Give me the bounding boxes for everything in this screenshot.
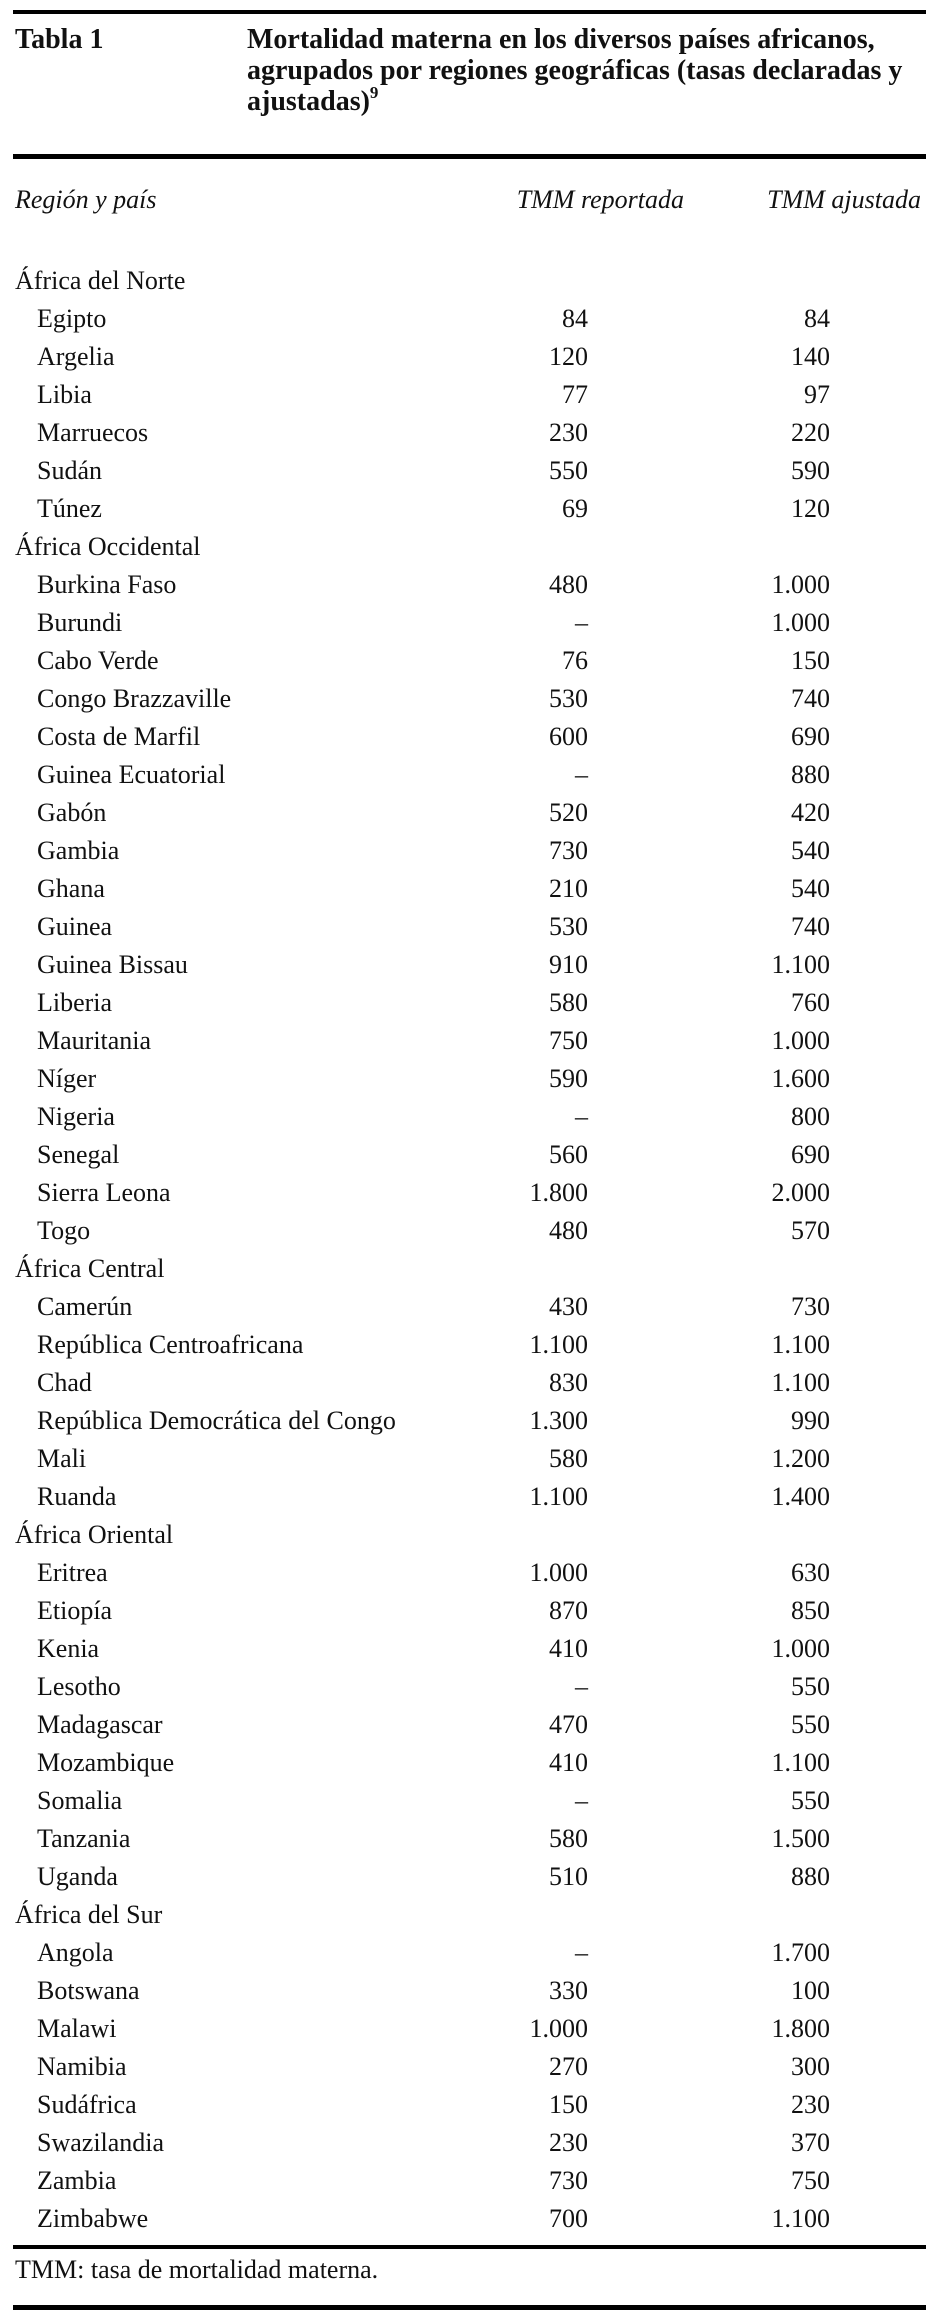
reported-value: 230 <box>549 2128 588 2157</box>
reported-value: 600 <box>549 722 588 751</box>
country-name: Chad <box>37 1368 92 1397</box>
country-row <box>0 1744 938 1782</box>
reported-value: – <box>575 608 588 637</box>
adjusted-value: 690 <box>791 1140 830 1169</box>
country-name: Nigeria <box>37 1102 115 1131</box>
country-name: Namibia <box>37 2052 127 2081</box>
adjusted-value: 1.400 <box>771 1482 830 1511</box>
adjusted-value: 750 <box>791 2166 830 2195</box>
country-name: Tanzania <box>37 1824 131 1853</box>
country-row <box>0 338 938 376</box>
column-header-reported: TMM reportada <box>516 185 684 214</box>
reported-value: – <box>575 1786 588 1815</box>
footnote: TMM: tasa de mortalidad materna. <box>15 2255 379 2284</box>
country-row <box>0 946 938 984</box>
adjusted-value: 880 <box>791 1862 830 1891</box>
country-row <box>0 1592 938 1630</box>
country-row <box>0 2200 938 2238</box>
country-name: Marruecos <box>37 418 149 447</box>
reported-value: 590 <box>549 1064 588 1093</box>
country-row <box>0 680 938 718</box>
country-name: Ghana <box>37 874 105 903</box>
country-row <box>0 1136 938 1174</box>
reported-value: 120 <box>549 342 588 371</box>
country-name: Sudán <box>37 456 102 485</box>
country-row <box>0 2048 938 2086</box>
reported-value: 1.800 <box>529 1178 588 1207</box>
reported-value: 230 <box>549 418 588 447</box>
country-row <box>0 1326 938 1364</box>
region-row <box>0 1250 938 1288</box>
adjusted-value: 230 <box>791 2090 830 2119</box>
reported-value: 1.300 <box>529 1406 588 1435</box>
country-name: Togo <box>37 1216 91 1245</box>
adjusted-value: 150 <box>791 646 830 675</box>
country-row <box>0 1630 938 1668</box>
adjusted-value: 990 <box>791 1406 830 1435</box>
country-name: Guinea Bissau <box>37 950 188 979</box>
reported-value: 480 <box>549 1216 588 1245</box>
country-row <box>0 2162 938 2200</box>
country-name: Malawi <box>37 2014 117 2043</box>
country-name: Mauritania <box>37 1026 152 1055</box>
region-row <box>0 528 938 566</box>
reported-value: 1.100 <box>529 1482 588 1511</box>
adjusted-value: 140 <box>791 342 830 371</box>
adjusted-value: 590 <box>791 456 830 485</box>
country-row <box>0 984 938 1022</box>
country-name: Argelia <box>37 342 115 371</box>
reported-value: 580 <box>549 1824 588 1853</box>
adjusted-value: 730 <box>791 1292 830 1321</box>
adjusted-value: 300 <box>791 2052 830 2081</box>
country-row <box>0 300 938 338</box>
country-name: Egipto <box>37 304 107 333</box>
adjusted-value: 1.000 <box>771 1026 830 1055</box>
country-row <box>0 1554 938 1592</box>
country-row <box>0 1858 938 1896</box>
header-rule <box>13 154 926 159</box>
country-name: Swazilandia <box>37 2128 165 2157</box>
country-row <box>0 1478 938 1516</box>
table-label: Tabla 1 <box>15 24 104 55</box>
country-name: Eritrea <box>37 1558 108 1587</box>
country-row <box>0 1934 938 1972</box>
country-row <box>0 2086 938 2124</box>
reported-value: 530 <box>549 684 588 713</box>
country-name: Madagascar <box>37 1710 163 1739</box>
country-row <box>0 2010 938 2048</box>
country-row <box>0 1402 938 1440</box>
adjusted-value: 880 <box>791 760 830 789</box>
country-name: Etiopía <box>37 1596 113 1625</box>
column-header-region: Región y país <box>15 185 157 214</box>
reported-value: 870 <box>549 1596 588 1625</box>
country-row <box>0 794 938 832</box>
adjusted-value: 97 <box>804 380 830 409</box>
country-row <box>0 414 938 452</box>
adjusted-value: 1.800 <box>771 2014 830 2043</box>
country-name: Burkina Faso <box>37 570 177 599</box>
reported-value: 750 <box>549 1026 588 1055</box>
adjusted-value: 550 <box>791 1710 830 1739</box>
country-name: Ruanda <box>37 1482 117 1511</box>
adjusted-value: 370 <box>791 2128 830 2157</box>
country-name: Sierra Leona <box>37 1178 171 1207</box>
region-name: África del Norte <box>15 266 186 295</box>
country-name: Congo Brazzaville <box>37 684 232 713</box>
reported-value: 530 <box>549 912 588 941</box>
country-name: Guinea Ecuatorial <box>37 760 226 789</box>
country-row <box>0 908 938 946</box>
reported-value: 150 <box>549 2090 588 2119</box>
country-name: Níger <box>37 1064 97 1093</box>
reported-value: – <box>575 760 588 789</box>
reported-value: 560 <box>549 1140 588 1169</box>
reported-value: 910 <box>549 950 588 979</box>
country-name: Cabo Verde <box>37 646 159 675</box>
reported-value: 270 <box>549 2052 588 2081</box>
reported-value: 470 <box>549 1710 588 1739</box>
country-row <box>0 870 938 908</box>
footer-rule <box>13 2245 926 2249</box>
country-name: Mali <box>37 1444 87 1473</box>
region-name: África del Sur <box>15 1900 163 1929</box>
reported-value: 77 <box>562 380 588 409</box>
country-name: Costa de Marfil <box>37 722 201 751</box>
adjusted-value: 1.500 <box>771 1824 830 1853</box>
country-name: Senegal <box>37 1140 120 1169</box>
adjusted-value: 1.100 <box>771 1368 830 1397</box>
reported-value: 730 <box>549 2166 588 2195</box>
country-name: Camerún <box>37 1292 133 1321</box>
country-row <box>0 832 938 870</box>
reported-value: 410 <box>549 1634 588 1663</box>
country-name: Somalia <box>37 1786 123 1815</box>
country-name: Botswana <box>37 1976 140 2005</box>
adjusted-value: 1.100 <box>771 1748 830 1777</box>
country-name: Angola <box>37 1938 114 1967</box>
region-name: África Oriental <box>15 1520 174 1549</box>
country-row <box>0 1212 938 1250</box>
reference-superscript: 9 <box>369 83 379 102</box>
country-row <box>0 1820 938 1858</box>
adjusted-value: 2.000 <box>771 1178 830 1207</box>
adjusted-value: 630 <box>791 1558 830 1587</box>
country-row <box>0 1706 938 1744</box>
country-row <box>0 1782 938 1820</box>
country-name: Mozambique <box>37 1748 175 1777</box>
reported-value: 210 <box>549 874 588 903</box>
country-name: Burundi <box>37 608 123 637</box>
reported-value: 580 <box>549 1444 588 1473</box>
country-row <box>0 604 938 642</box>
table-title <box>247 24 927 117</box>
country-row <box>0 1440 938 1478</box>
adjusted-value: 1.000 <box>771 570 830 599</box>
country-name: Zimbabwe <box>37 2204 149 2233</box>
adjusted-value: 540 <box>791 874 830 903</box>
reported-value: 580 <box>549 988 588 1017</box>
country-name: Uganda <box>37 1862 118 1891</box>
reported-value: 830 <box>549 1368 588 1397</box>
region-row <box>0 1516 938 1554</box>
reported-value: – <box>575 1938 588 1967</box>
reported-value: 1.000 <box>529 2014 588 2043</box>
country-name: Sudáfrica <box>37 2090 137 2119</box>
adjusted-value: 100 <box>791 1976 830 2005</box>
table-body <box>0 262 938 2238</box>
reported-value: 76 <box>562 646 588 675</box>
country-name: Kenia <box>37 1634 100 1663</box>
country-row <box>0 566 938 604</box>
adjusted-value: 1.000 <box>771 608 830 637</box>
adjusted-value: 220 <box>791 418 830 447</box>
country-row <box>0 756 938 794</box>
reported-value: 730 <box>549 836 588 865</box>
adjusted-value: 1.200 <box>771 1444 830 1473</box>
country-name: Liberia <box>37 988 113 1017</box>
adjusted-value: 420 <box>791 798 830 827</box>
country-row <box>0 1098 938 1136</box>
reported-value: – <box>575 1102 588 1131</box>
reported-value: – <box>575 1672 588 1701</box>
adjusted-value: 1.600 <box>771 1064 830 1093</box>
reported-value: 69 <box>562 494 588 523</box>
adjusted-value: 850 <box>791 1596 830 1625</box>
adjusted-value: 740 <box>791 912 830 941</box>
country-row <box>0 1668 938 1706</box>
region-name: África Occidental <box>15 532 201 561</box>
country-row <box>0 1972 938 2010</box>
top-rule <box>13 10 926 14</box>
country-row <box>0 1022 938 1060</box>
country-row <box>0 2124 938 2162</box>
country-row <box>0 1060 938 1098</box>
reported-value: 550 <box>549 456 588 485</box>
reported-value: 1.100 <box>529 1330 588 1359</box>
reported-value: 480 <box>549 570 588 599</box>
country-name: Guinea <box>37 912 113 941</box>
region-name: África Central <box>15 1254 165 1283</box>
table-title-text: Mortalidad materna en los diversos países africanos, agrupados por regiones geográficas (tasas declaradas y ajustadas) <box>247 24 903 117</box>
adjusted-value: 690 <box>791 722 830 751</box>
adjusted-value: 740 <box>791 684 830 713</box>
country-row <box>0 718 938 756</box>
adjusted-value: 800 <box>791 1102 830 1131</box>
country-name: República Democrática del Congo <box>37 1406 396 1435</box>
country-row <box>0 490 938 528</box>
country-name: Gabón <box>37 798 107 827</box>
country-row <box>0 1288 938 1326</box>
reported-value: 700 <box>549 2204 588 2233</box>
adjusted-value: 540 <box>791 836 830 865</box>
adjusted-value: 760 <box>791 988 830 1017</box>
country-name: Libia <box>37 380 92 409</box>
reported-value: 330 <box>549 1976 588 2005</box>
country-name: República Centroafricana <box>37 1330 304 1359</box>
adjusted-value: 1.100 <box>771 2204 830 2233</box>
reported-value: 510 <box>549 1862 588 1891</box>
reported-value: 410 <box>549 1748 588 1777</box>
adjusted-value: 570 <box>791 1216 830 1245</box>
column-header-adjusted: TMM ajustada <box>767 185 921 214</box>
reported-value: 520 <box>549 798 588 827</box>
country-name: Túnez <box>37 494 102 523</box>
adjusted-value: 1.000 <box>771 1634 830 1663</box>
adjusted-value: 84 <box>804 304 830 333</box>
country-row <box>0 642 938 680</box>
adjusted-value: 550 <box>791 1786 830 1815</box>
region-row <box>0 1896 938 1934</box>
country-name: Lesotho <box>37 1672 121 1701</box>
reported-value: 430 <box>549 1292 588 1321</box>
country-row <box>0 1174 938 1212</box>
country-name: Gambia <box>37 836 120 865</box>
adjusted-value: 1.700 <box>771 1938 830 1967</box>
country-row <box>0 376 938 414</box>
reported-value: 1.000 <box>529 1558 588 1587</box>
adjusted-value: 1.100 <box>771 1330 830 1359</box>
country-row <box>0 1364 938 1402</box>
region-row <box>0 262 938 300</box>
reported-value: 84 <box>562 304 588 333</box>
country-row <box>0 452 938 490</box>
adjusted-value: 550 <box>791 1672 830 1701</box>
adjusted-value: 1.100 <box>771 950 830 979</box>
bottom-rule <box>13 2305 926 2310</box>
country-name: Zambia <box>37 2166 117 2195</box>
adjusted-value: 120 <box>791 494 830 523</box>
